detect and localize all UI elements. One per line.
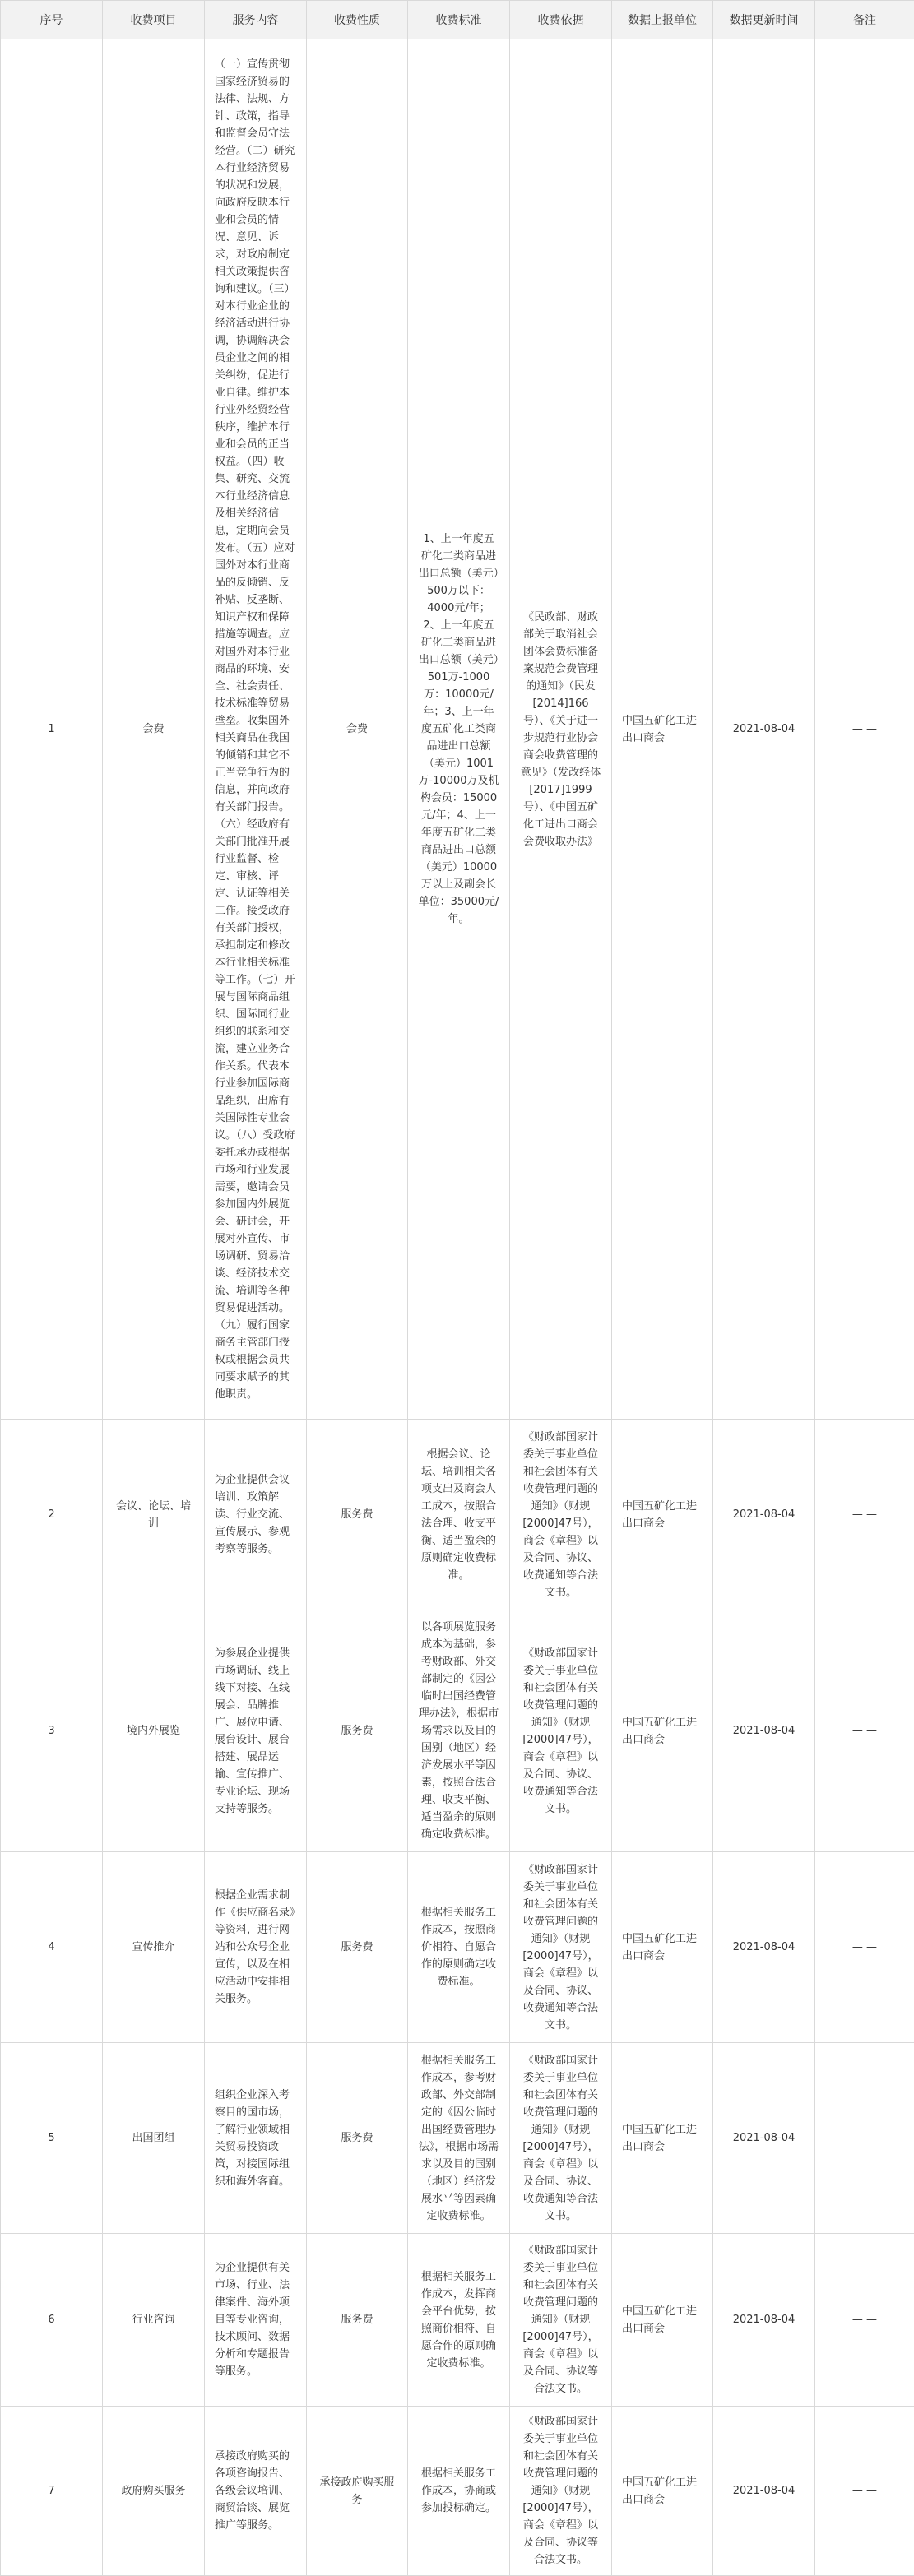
cell-standard: 根据相关服务工作成本，按照商价相符、自愿合作的原则确定收费标准。 xyxy=(418,1904,499,1990)
header-item: 收费项目 xyxy=(103,1,205,39)
header-remark: 备注 xyxy=(815,1,914,39)
header-no: 序号 xyxy=(1,1,103,39)
cell-remark: — — xyxy=(815,1420,914,1610)
cell-unit: 中国五矿化工进出口商会 xyxy=(612,2234,713,2407)
table-row xyxy=(1,1420,914,1610)
cell-remark: — — xyxy=(815,2234,914,2407)
cell-no: 7 xyxy=(1,2407,103,2576)
cell-unit: 中国五矿化工进出口商会 xyxy=(612,39,713,1420)
cell-item: 政府购买服务 xyxy=(103,2407,205,2576)
cell-date: 2021-08-04 xyxy=(713,1420,815,1610)
cell-unit: 中国五矿化工进出口商会 xyxy=(612,2407,713,2576)
cell-remark: — — xyxy=(815,1852,914,2043)
cell-standard: 以各项展览服务成本为基础，参考财政部、外交部制定的《因公临时出国经费管理办法》，根据市场需求以及目的国别（地区）经济发展水平等因素，按照合法合理、收支平衡、适当盈余的原则确定收费标准。 xyxy=(418,1619,499,1843)
cell-unit: 中国五矿化工进出口商会 xyxy=(612,1610,713,1852)
cell-content: 为参展企业提供市场调研、线上线下对接、在线展会、品牌推广、展位申请、展台设计、展台搭建、展品运输、宣传推广、专业论坛、现场支持等服务。 xyxy=(215,1645,296,1818)
table-row xyxy=(1,1610,914,1852)
cell-nature: 会费 xyxy=(307,39,408,1420)
cell-item: 境内外展览 xyxy=(103,1610,205,1852)
cell-content: 承接政府购买的各项咨询报告、各级会议培训、商贸洽谈、展览推广等服务。 xyxy=(215,2448,296,2534)
cell-content: 组织企业深入考察目的国市场，了解行业领域相关贸易投资政策，对接国际组织和海外客商。 xyxy=(215,2087,296,2190)
cell-nature: 服务费 xyxy=(307,2234,408,2407)
cell-content: 为企业提供有关市场、行业、法律案件、海外项目等专业咨询，技术顾问、数据分析和专题报告等服务。 xyxy=(215,2259,296,2380)
header-content: 服务内容 xyxy=(205,1,307,39)
cell-remark: — — xyxy=(815,39,914,1420)
cell-item: 行业咨询 xyxy=(103,2234,205,2407)
table-row xyxy=(1,2234,914,2407)
cell-basis: 《财政部国家计委关于事业单位和社会团体有关收费管理问题的通知》（财规[2000]47号），商会《章程》以及合同、协议、收费通知等合法文书。 xyxy=(520,1429,601,1601)
cell-unit: 中国五矿化工进出口商会 xyxy=(612,1420,713,1610)
cell-nature: 服务费 xyxy=(307,1610,408,1852)
cell-no: 4 xyxy=(1,1852,103,2043)
cell-no: 6 xyxy=(1,2234,103,2407)
header-date: 数据更新时间 xyxy=(713,1,815,39)
header-row xyxy=(1,1,914,39)
cell-nature: 服务费 xyxy=(307,1420,408,1610)
cell-nature: 服务费 xyxy=(307,1852,408,2043)
table-row xyxy=(1,1852,914,2043)
cell-standard: 根据相关服务工作成本，发挥商会平台优势，按照商价相符、自愿合作的原则确定收费标准。 xyxy=(418,2268,499,2372)
table-row xyxy=(1,2407,914,2576)
cell-date: 2021-08-04 xyxy=(713,1852,815,2043)
cell-content: 为企业提供会议培训、政策解读、行业交流、宣传展示、参观考察等服务。 xyxy=(215,1471,296,1558)
cell-no: 1 xyxy=(1,39,103,1420)
table-row xyxy=(1,39,914,1420)
cell-nature: 承接政府购买服务 xyxy=(307,2407,408,2576)
header-unit: 数据上报单位 xyxy=(612,1,713,39)
cell-no: 5 xyxy=(1,2043,103,2234)
cell-remark: — — xyxy=(815,2043,914,2234)
cell-unit: 中国五矿化工进出口商会 xyxy=(612,2043,713,2234)
header-basis: 收费依据 xyxy=(510,1,612,39)
cell-standard: 1、上一年度五矿化工类商品进出口总额（美元）500万以下：4000元/年； 2、上一年度五矿化工类商品进出口总额（美元）501万-1000万：10000元/年；3、上一年度五矿化工类商品进出口总额（美元）1001万-10000万及机构会员：15000元/年；4、上一年度五矿化工类商品进出口总额（美元）10000万以上及副会长单位：35000元/年。 xyxy=(418,530,499,928)
cell-no: 3 xyxy=(1,1610,103,1852)
cell-date: 2021-08-04 xyxy=(713,2234,815,2407)
cell-basis: 《民政部、财政部关于取消社会团体会费标准备案规范会费管理的通知》（民发[2014]166号）、《关于进一步规范行业协会商会收费管理的意见》（发改经体[2017]1999号）、《中国五矿化工进出口商会会费收取办法》 xyxy=(520,609,601,850)
cell-basis: 《财政部国家计委关于事业单位和社会团体有关收费管理问题的通知》（财规[2000]47号），商会《章程》以及合同、协议、收费通知等合法文书。 xyxy=(520,1861,601,2034)
cell-item: 出国团组 xyxy=(103,2043,205,2234)
cell-date: 2021-08-04 xyxy=(713,1610,815,1852)
cell-unit: 中国五矿化工进出口商会 xyxy=(612,1852,713,2043)
cell-content: （一）宣传贯彻国家经济贸易的法律、法规、方针、政策，指导和监督会员守法经营。（二）研究本行业经济贸易的状况和发展，向政府反映本行业和会员的情况、意见、诉求，对政府制定相关政策提供咨询和建议。（三）对本行业企业的经济活动进行协调，协调解决会员企业之间的相关纠纷，促进行业自律。维护本行业外经贸经营秩序，维护本行业和会员的正当权益。（四）收集、研究、交流本行业经济信息及相关经济信息，定期向会员发布。（五）应对国外对本行业商品的反倾销、反补贴、反垄断、知识产权和保障措施等调查。应对国外对本行业商品的环境、安全、社会责任、技术标准等贸易壁垒。收集国外相关商品在我国的倾销和其它不正当竞争行为的信息，并向政府有关部门报告。（六）经政府有关部门批准开展行业监督、检定、审核、评定、认证等相关工作。接受政府有关部门授权，承担制定和修改本行业相关标准等工作。（七）开展与国际商品组织、国际同行业组织的联系和交流，建立业务合作关系。代表本行业参加国际商品组织，出席有关国际性专业会议。（八）受政府委托承办或根据市场和行业发展需要，邀请会员参加国内外展览会、研讨会，开展对外宣传、市场调研、贸易洽谈、经济技术交流、培训等各种贸易促进活动。（九）履行国家商务主管部门授权或根据会员共同要求赋予的其他职责。 xyxy=(215,56,296,1403)
cell-date: 2021-08-04 xyxy=(713,2043,815,2234)
cell-item: 会议、论坛、培训 xyxy=(103,1420,205,1610)
cell-content: 根据企业需求制作《供应商名录》等资料，进行网站和公众号企业宣传，以及在相应活动中安排相关服务。 xyxy=(215,1887,296,2008)
cell-basis: 《财政部国家计委关于事业单位和社会团体有关收费管理问题的通知》（财规[2000]47号），商会《章程》以及合同、协议、收费通知等合法文书。 xyxy=(520,2052,601,2225)
cell-no: 2 xyxy=(1,1420,103,1610)
cell-standard: 根据相关服务工作成本，参考财政部、外交部制定的《因公临时出国经费管理办法》，根据市场需求以及目的国别（地区）经济发展水平等因素确定收费标准。 xyxy=(418,2052,499,2225)
cell-basis: 《财政部国家计委关于事业单位和社会团体有关收费管理问题的通知》（财规[2000]47号），商会《章程》以及合同、协议等合法文书。 xyxy=(520,2413,601,2569)
cell-standard: 根据相关服务工作成本，协商或参加投标确定。 xyxy=(418,2465,499,2517)
cell-remark: — — xyxy=(815,2407,914,2576)
cell-basis: 《财政部国家计委关于事业单位和社会团体有关收费管理问题的通知》（财规[2000]47号），商会《章程》以及合同、协议等合法文书。 xyxy=(520,2242,601,2398)
cell-remark: — — xyxy=(815,1610,914,1852)
table-row xyxy=(1,2043,914,2234)
cell-standard: 根据会议、论坛、培训相关各项支出及商会人工成本，按照合法合理、收支平衡、适当盈余的原则确定收费标准。 xyxy=(418,1446,499,1584)
header-nature: 收费性质 xyxy=(307,1,408,39)
header-standard: 收费标准 xyxy=(408,1,510,39)
cell-nature: 服务费 xyxy=(307,2043,408,2234)
cell-item: 会费 xyxy=(103,39,205,1420)
cell-date: 2021-08-04 xyxy=(713,39,815,1420)
cell-date: 2021-08-04 xyxy=(713,2407,815,2576)
cell-basis: 《财政部国家计委关于事业单位和社会团体有关收费管理问题的通知》（财规[2000]47号），商会《章程》以及合同、协议、收费通知等合法文书。 xyxy=(520,1645,601,1818)
cell-item: 宣传推介 xyxy=(103,1852,205,2043)
